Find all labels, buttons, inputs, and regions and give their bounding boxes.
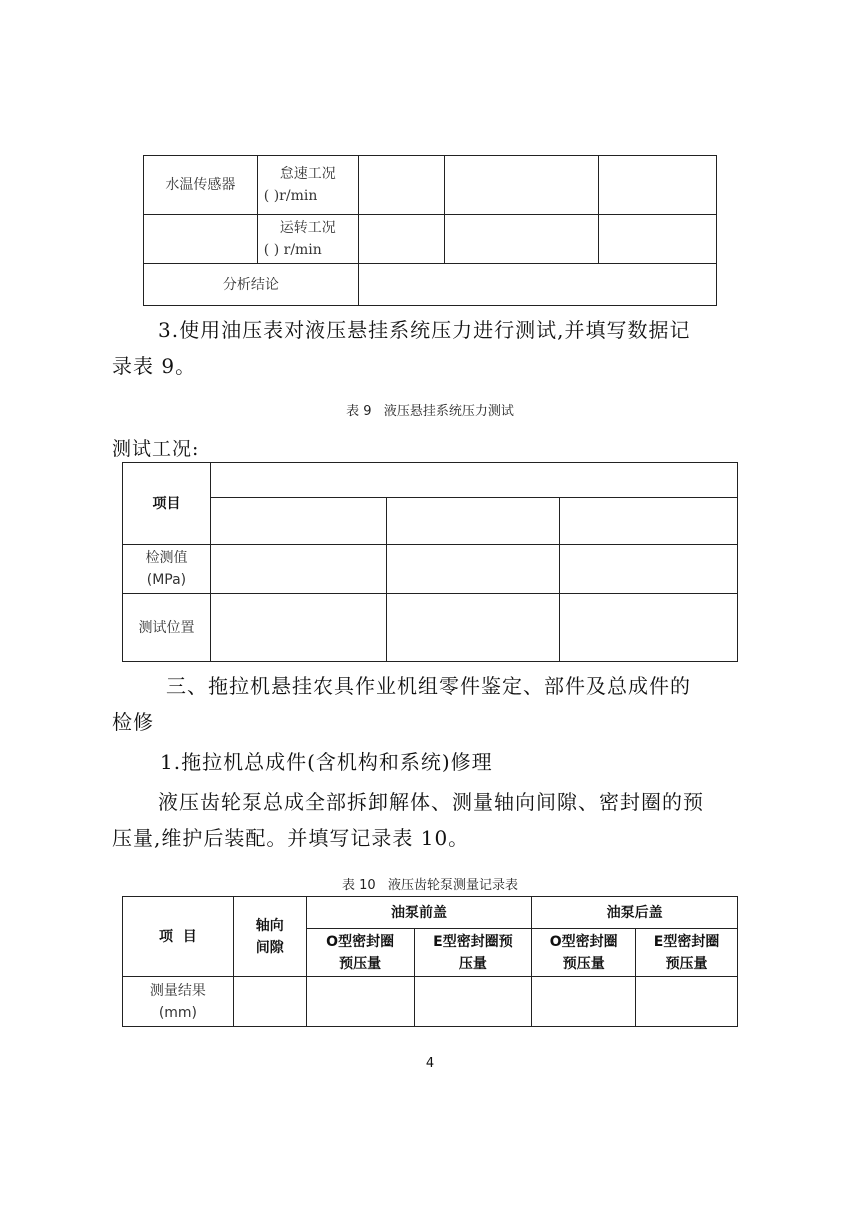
header-line: E型密封圈 bbox=[653, 933, 720, 950]
paragraph-item-3 bbox=[112, 312, 752, 384]
axial-line: 间隙 bbox=[255, 939, 284, 956]
o-ring-front-header bbox=[306, 929, 414, 977]
header-line: 预压量 bbox=[562, 955, 605, 972]
empty-cell bbox=[636, 977, 738, 1027]
empty-cell bbox=[210, 498, 386, 545]
item-header: 项 目 bbox=[123, 897, 234, 977]
header-line: E型密封圈预 bbox=[433, 933, 513, 950]
empty-cell bbox=[560, 545, 738, 594]
paragraph-pump bbox=[112, 784, 762, 856]
empty-cell bbox=[560, 498, 738, 545]
empty-cell bbox=[306, 977, 414, 1027]
o-ring-rear-header bbox=[532, 929, 636, 977]
e-ring-front-header bbox=[414, 929, 532, 977]
idle-rpm-label: ( )r/min bbox=[263, 188, 318, 204]
run-condition-cell bbox=[257, 215, 358, 264]
measured-value-unit: (MPa) bbox=[146, 572, 187, 588]
conclusion-label: 分析结论 bbox=[144, 264, 359, 306]
empty-cell bbox=[386, 498, 560, 545]
empty-cell bbox=[599, 215, 717, 264]
header-line: O型密封圈 bbox=[326, 933, 395, 950]
axial-clearance-header bbox=[233, 897, 306, 977]
paragraph-line: 录表 9。 bbox=[112, 354, 197, 378]
page-number: 4 bbox=[425, 1056, 435, 1071]
measurement-result-label bbox=[123, 977, 234, 1027]
gear-pump-table bbox=[122, 896, 738, 1027]
section-3-heading bbox=[112, 668, 762, 740]
empty-cell bbox=[386, 545, 560, 594]
result-unit: (mm) bbox=[158, 1004, 198, 1021]
result-line: 测量结果 bbox=[149, 982, 206, 999]
section-line: 检修 bbox=[112, 710, 154, 734]
run-condition-label: 运转工况 bbox=[279, 220, 336, 236]
subsection-1: 1.拖拉机总成件(含机构和系统)修理 bbox=[160, 750, 493, 774]
test-position-label: 测试位置 bbox=[123, 594, 211, 662]
empty-cell bbox=[560, 594, 738, 662]
measured-value-label bbox=[123, 545, 211, 594]
axial-line: 轴向 bbox=[255, 917, 284, 934]
header-line: 预压量 bbox=[339, 955, 382, 972]
empty-cell bbox=[233, 977, 306, 1027]
run-rpm-label: ( ) r/min bbox=[263, 242, 322, 258]
empty-cell bbox=[210, 594, 386, 662]
water-temp-sensor-label: 水温传感器 bbox=[144, 156, 258, 215]
paragraph-line: 液压齿轮泵总成全部拆卸解体、测量轴向间隙、密封圈的预 bbox=[158, 790, 704, 814]
test-condition-label: 测试工况: bbox=[112, 438, 200, 460]
paragraph-line: 3.使用油压表对液压悬挂系统压力进行测试,并填写数据记 bbox=[158, 318, 691, 342]
empty-cell bbox=[532, 977, 636, 1027]
section-line: 三、拖拉机悬挂农具作业机组零件鉴定、部件及总成件的 bbox=[166, 674, 691, 698]
measured-value-line: 检测值 bbox=[145, 550, 188, 566]
conclusion-value bbox=[358, 264, 716, 306]
idle-condition-label: 怠速工况 bbox=[279, 166, 336, 182]
empty-cell bbox=[599, 156, 717, 215]
idle-condition-cell bbox=[257, 156, 358, 215]
empty-cell bbox=[386, 594, 560, 662]
empty-cell bbox=[358, 215, 444, 264]
rear-cover-header: 油泵后盖 bbox=[532, 897, 738, 929]
empty-cell bbox=[444, 215, 599, 264]
header-line: 压量 bbox=[458, 955, 487, 972]
header-line: O型密封圈 bbox=[549, 933, 618, 950]
front-cover-header: 油泵前盖 bbox=[306, 897, 532, 929]
header-line: 预压量 bbox=[665, 955, 708, 972]
pressure-test-table bbox=[122, 462, 738, 662]
item-header: 项目 bbox=[123, 463, 211, 545]
empty-cell bbox=[210, 463, 737, 498]
empty-cell bbox=[210, 545, 386, 594]
table9-caption: 表 9 液压悬挂系统压力测试 bbox=[346, 404, 514, 419]
empty-cell bbox=[444, 156, 599, 215]
empty-cell bbox=[414, 977, 532, 1027]
e-ring-rear-header bbox=[636, 929, 738, 977]
table10-caption: 表 10 液压齿轮泵测量记录表 bbox=[341, 878, 519, 893]
paragraph-line: 压量,维护后装配。并填写记录表 10。 bbox=[112, 826, 470, 850]
empty-cell bbox=[144, 215, 258, 264]
empty-cell bbox=[358, 156, 444, 215]
sensor-test-table bbox=[143, 155, 717, 306]
